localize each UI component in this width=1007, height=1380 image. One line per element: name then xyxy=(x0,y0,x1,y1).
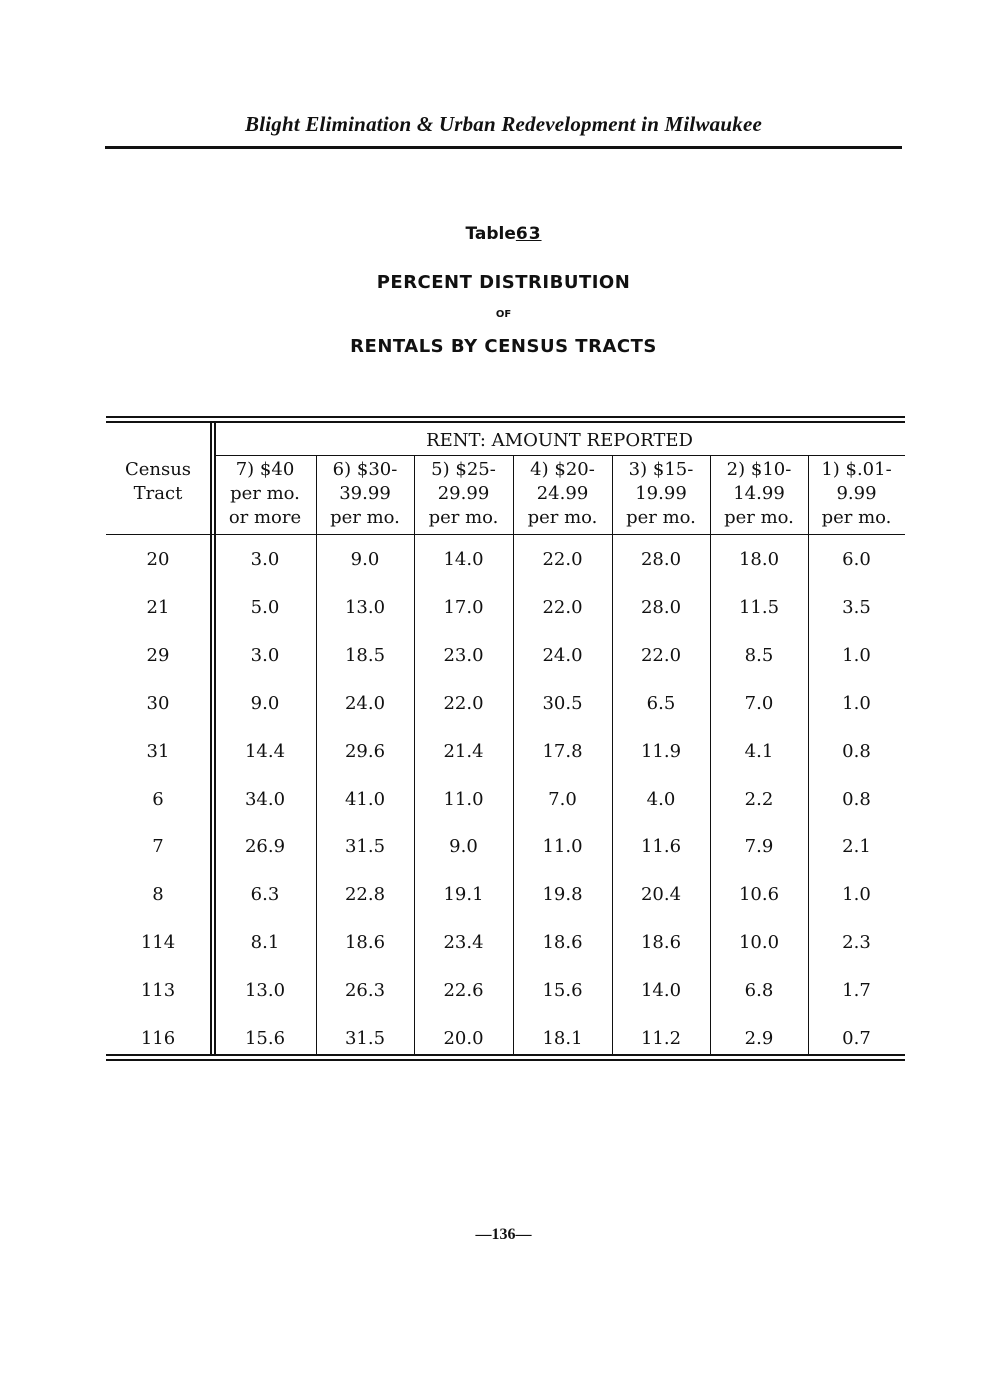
table-cell: 26.3 xyxy=(344,980,386,1001)
column-header-line: 29.99 xyxy=(437,483,490,504)
table-cell: 0.8 xyxy=(842,741,871,762)
table-row-tract: 8 xyxy=(152,884,164,905)
table-cell: 14.0 xyxy=(443,549,484,570)
table-row-tract: 31 xyxy=(146,741,170,762)
table-cell: 10.0 xyxy=(738,932,780,953)
column-header-line: 2) $10- xyxy=(726,459,792,480)
table-cell: 8.5 xyxy=(744,645,774,666)
table-cell: 17.8 xyxy=(542,741,583,762)
page-number: —136— xyxy=(475,1226,532,1243)
table-cell: 21.4 xyxy=(443,741,484,762)
table-label: Table xyxy=(465,224,516,244)
table-cell: 22.8 xyxy=(344,884,386,905)
table-cell: 7.0 xyxy=(548,789,577,810)
column-header-line: 5) $25- xyxy=(431,459,496,480)
table-cell: 22.0 xyxy=(443,693,484,714)
column-header-line: 6) $30- xyxy=(332,459,398,480)
table-cell: 28.0 xyxy=(640,597,682,618)
column-header-line: per mo. xyxy=(724,507,794,528)
table-cell: 3.0 xyxy=(250,549,280,570)
table-cell: 2.3 xyxy=(842,932,871,953)
column-header-line: or more xyxy=(228,507,302,528)
table-top-rule-2 xyxy=(106,421,905,423)
table-cell: 18.1 xyxy=(542,1028,583,1049)
table-cell: 17.0 xyxy=(443,597,484,618)
table-cell: 23.0 xyxy=(443,645,484,666)
table-cell: 30.5 xyxy=(542,693,583,714)
table-cell: 7.9 xyxy=(744,836,774,857)
table-row-tract: 30 xyxy=(146,693,170,714)
group-header-underline xyxy=(214,455,905,456)
table-heading-line2: RENTALS BY CENSUS TRACTS xyxy=(350,336,657,357)
group-header: RENT: AMOUNT REPORTED xyxy=(426,430,693,451)
table-cell: 31.5 xyxy=(344,1028,386,1049)
table-cell: 18.0 xyxy=(738,549,780,570)
table-cell: 7.0 xyxy=(744,693,774,714)
table-cell: 1.0 xyxy=(842,693,871,714)
table-cell: 6.3 xyxy=(250,884,280,905)
table-cell: 15.6 xyxy=(542,980,583,1001)
column-header-line: 24.99 xyxy=(536,483,589,504)
table-cell: 22.0 xyxy=(542,597,583,618)
table-cell: 3.5 xyxy=(842,597,871,618)
census-tract-header-line2: Tract xyxy=(133,483,183,504)
table-cell: 9.0 xyxy=(449,836,478,857)
table-row-tract: 29 xyxy=(146,645,170,666)
table-heading-line1: PERCENT DISTRIBUTION xyxy=(376,272,631,293)
table-cell: 6.0 xyxy=(842,549,871,570)
table-cell: 11.0 xyxy=(542,836,583,857)
table-cell: 1.0 xyxy=(842,884,871,905)
table-row-tract: 7 xyxy=(152,836,164,857)
table-cell: 11.5 xyxy=(738,597,780,618)
table-cell: 2.2 xyxy=(744,789,774,810)
census-tract-header-line1: Census xyxy=(124,459,192,480)
table-cell: 18.6 xyxy=(344,932,386,953)
running-header: Blight Elimination & Urban Redevelopment in Milwaukee xyxy=(245,112,762,136)
table-heading-of: OF xyxy=(495,309,512,320)
column-header-line: 1) $.01- xyxy=(821,459,892,480)
table-bottom-rule-2 xyxy=(106,1059,905,1061)
column-header-line: 19.99 xyxy=(635,483,687,504)
table-cell: 9.0 xyxy=(250,693,280,714)
table-cell: 6.5 xyxy=(646,693,676,714)
table-cell: 4.1 xyxy=(744,741,774,762)
table-cell: 19.8 xyxy=(542,884,583,905)
table-cell: 18.5 xyxy=(344,645,386,666)
table-cell: 41.0 xyxy=(344,789,386,810)
table-cell: 0.8 xyxy=(842,789,871,810)
column-header-line: per mo. xyxy=(428,507,499,528)
column-header-line: per mo. xyxy=(527,507,598,528)
table-cell: 2.1 xyxy=(842,836,871,857)
table-cell: 0.7 xyxy=(842,1028,871,1049)
table-cell: 6.8 xyxy=(744,980,774,1001)
column-header-line: per mo. xyxy=(230,483,300,504)
tract-column-divider xyxy=(210,423,212,1054)
column-header-line: 7) $40 xyxy=(235,459,295,480)
table-cell: 26.9 xyxy=(244,836,286,857)
table-cell: 15.6 xyxy=(244,1028,286,1049)
table-cell: 2.9 xyxy=(744,1028,774,1049)
column-header-line: 4) $20- xyxy=(530,459,595,480)
table-cell: 20.4 xyxy=(640,884,682,905)
table-cell: 19.1 xyxy=(443,884,484,905)
table-cell: 29.6 xyxy=(344,741,386,762)
table-cell: 18.6 xyxy=(640,932,682,953)
table-row-tract: 116 xyxy=(140,1028,176,1049)
table-row-tract: 114 xyxy=(140,932,176,953)
table-number: 63 xyxy=(515,224,542,244)
header-separator xyxy=(106,534,905,535)
table-cell: 28.0 xyxy=(640,549,682,570)
column-header-line: per mo. xyxy=(330,507,400,528)
table-top-rule xyxy=(106,416,905,418)
table-cell: 11.9 xyxy=(640,741,682,762)
table-cell: 24.0 xyxy=(542,645,583,666)
table-row-tract: 21 xyxy=(146,597,170,618)
table-cell: 13.0 xyxy=(244,980,286,1001)
column-header-line: 14.99 xyxy=(733,483,785,504)
table-row-tract: 6 xyxy=(152,789,164,810)
table-cell: 1.7 xyxy=(842,980,871,1001)
table-cell: 14.4 xyxy=(244,741,286,762)
table-cell: 4.0 xyxy=(646,789,676,810)
table-cell: 11.0 xyxy=(443,789,484,810)
table-cell: 34.0 xyxy=(244,789,286,810)
table-cell: 1.0 xyxy=(842,645,871,666)
column-header-line: 39.99 xyxy=(339,483,391,504)
table-row-tract: 113 xyxy=(140,980,176,1001)
table-cell: 22.6 xyxy=(443,980,484,1001)
table-cell: 31.5 xyxy=(344,836,386,857)
column-header-line: per mo. xyxy=(626,507,696,528)
table-bottom-rule xyxy=(106,1054,905,1056)
column-header-line: 3) $15- xyxy=(628,459,694,480)
table-cell: 18.6 xyxy=(542,932,583,953)
table-cell: 11.6 xyxy=(640,836,682,857)
table-cell: 10.6 xyxy=(738,884,780,905)
table-cell: 9.0 xyxy=(350,549,380,570)
table-cell: 20.0 xyxy=(443,1028,484,1049)
table-cell: 13.0 xyxy=(344,597,386,618)
table-cell: 14.0 xyxy=(640,980,682,1001)
table-cell: 3.0 xyxy=(250,645,280,666)
table-cell: 22.0 xyxy=(542,549,583,570)
column-header-line: 9.99 xyxy=(836,483,877,504)
table-cell: 11.2 xyxy=(640,1028,682,1049)
table-row-tract: 20 xyxy=(146,549,170,570)
table-cell: 5.0 xyxy=(250,597,280,618)
table-cell: 22.0 xyxy=(640,645,682,666)
table-cell: 8.1 xyxy=(250,932,280,953)
column-header-line: per mo. xyxy=(821,507,892,528)
table-cell: 23.4 xyxy=(443,932,484,953)
table-cell: 24.0 xyxy=(344,693,386,714)
